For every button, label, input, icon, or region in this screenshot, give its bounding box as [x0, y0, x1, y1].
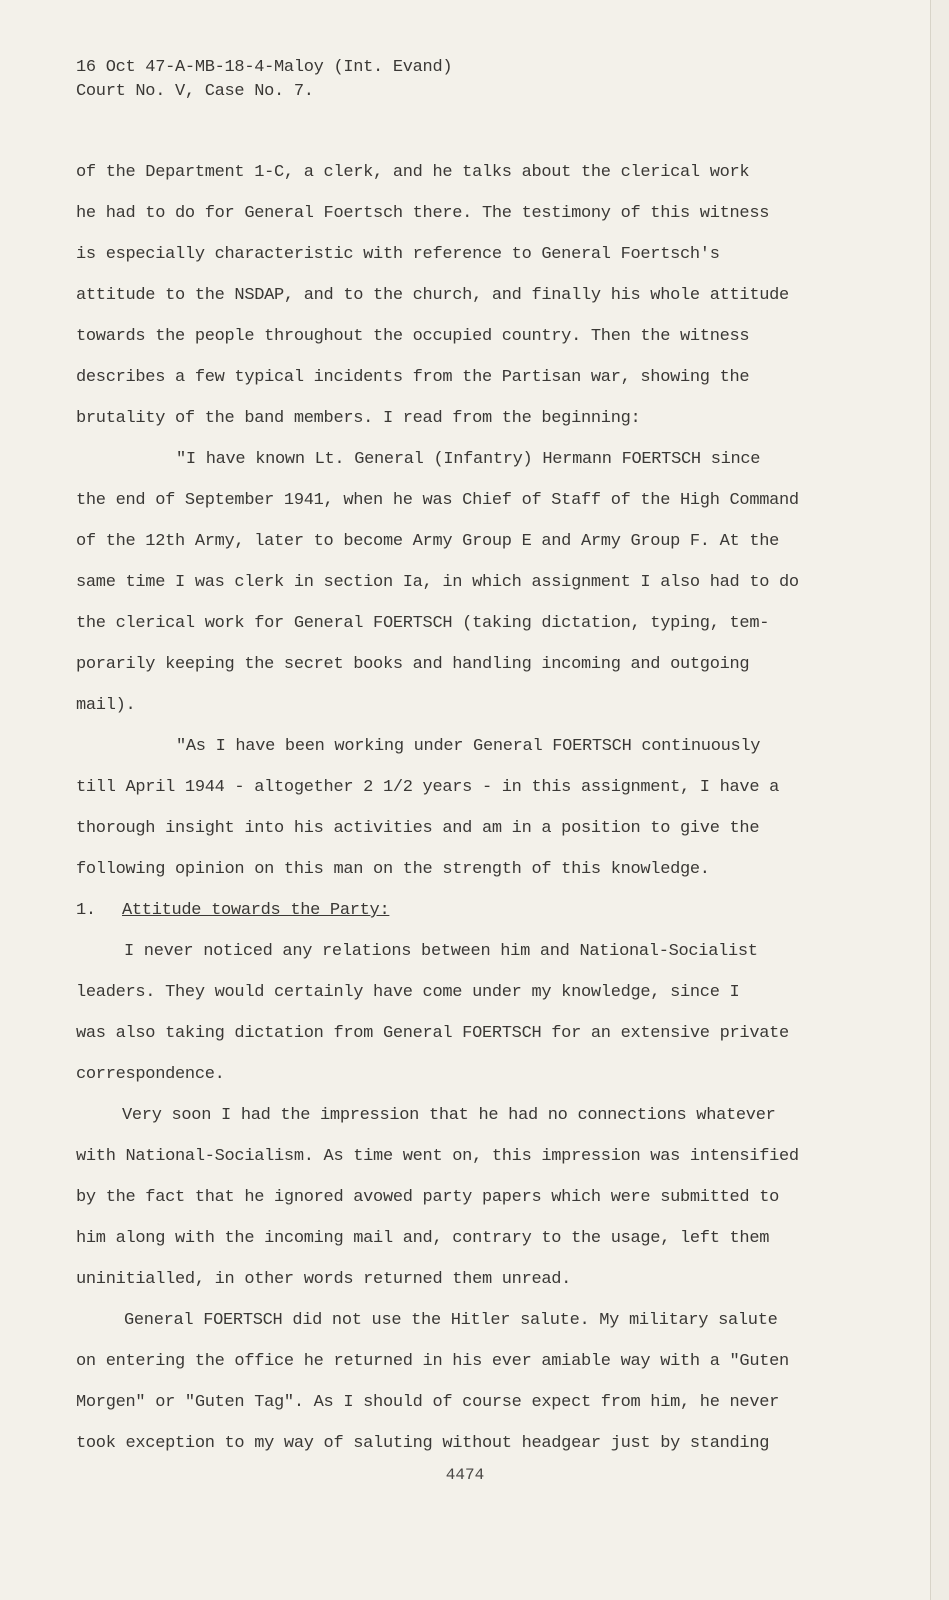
- text-line: till April 1944 - altogether 2 1/2 years - in this assignment, I have a: [76, 778, 780, 797]
- text-line: on entering the office he returned in his ever amiable way with a "Guten: [76, 1352, 789, 1371]
- text-line: was also taking dictation from General FOERTSCH for an extensive private: [76, 1024, 789, 1043]
- text-line: General FOERTSCH did not use the Hitler salute. My military salute: [124, 1311, 778, 1330]
- text-line: I never noticed any relations between him and National-Socialist: [124, 942, 758, 961]
- text-line: mail).: [76, 696, 136, 715]
- text-line: towards the people throughout the occupied country. Then the witness: [76, 327, 750, 346]
- text-line: same time I was clerk in section Ia, in which assignment I also had to do: [76, 573, 799, 592]
- text-line: Morgen" or "Guten Tag". As I should of course expect from him, he never: [76, 1393, 780, 1412]
- text-line: of the 12th Army, later to become Army Group E and Army Group F. At the: [76, 532, 780, 551]
- text-line: porarily keeping the secret books and handling incoming and outgoing: [76, 655, 750, 674]
- text-line: with National-Socialism. As time went on, this impression was intensified: [76, 1147, 799, 1166]
- page-number: 4474: [445, 1466, 485, 1484]
- text-line: correspondence.: [76, 1065, 225, 1084]
- text-line: is especially characteristic with reference to General Foertsch's: [76, 245, 720, 264]
- text-line: him along with the incoming mail and, contrary to the usage, left them: [76, 1229, 770, 1248]
- header-court: Court No. V, Case No. 7.: [76, 82, 314, 101]
- text-line: attitude to the NSDAP, and to the church, and finally his whole attitude: [76, 286, 789, 305]
- text-line: Very soon I had the impression that he had no connections whatever: [122, 1106, 776, 1125]
- text-line: "As I have been working under General FOERTSCH continuously: [176, 737, 761, 756]
- text-line: the clerical work for General FOERTSCH (taking dictation, typing, tem-: [76, 614, 770, 633]
- header-reference: 16 Oct 47-A-MB-18-4-Maloy (Int. Evand): [76, 58, 453, 77]
- section-number: 1.: [76, 901, 96, 920]
- text-line: "I have known Lt. General (Infantry) Hermann FOERTSCH since: [176, 450, 761, 469]
- text-line: following opinion on this man on the strength of this knowledge.: [76, 860, 710, 879]
- document-body: [76, 152, 836, 1464]
- text-line: uninitialled, in other words returned them unread.: [76, 1270, 572, 1289]
- typed-page: [76, 56, 836, 1464]
- text-line: leaders. They would certainly have come under my knowledge, since I: [76, 983, 740, 1002]
- text-line: he had to do for General Foertsch there. The testimony of this witness: [76, 204, 770, 223]
- section-heading: [76, 890, 836, 931]
- section-title: Attitude towards the Party:: [122, 901, 390, 920]
- text-line: of the Department 1-C, a clerk, and he talks about the clerical work: [76, 163, 750, 182]
- text-line: describes a few typical incidents from the Partisan war, showing the: [76, 368, 750, 387]
- text-line: by the fact that he ignored avowed party papers which were submitted to: [76, 1188, 780, 1207]
- text-line: brutality of the band members. I read from the beginning:: [76, 409, 641, 428]
- text-line: thorough insight into his activities and am in a position to give the: [76, 819, 760, 838]
- text-line: took exception to my way of saluting without headgear just by standing: [76, 1434, 770, 1453]
- text-line: the end of September 1941, when he was Chief of Staff of the High Command: [76, 491, 799, 510]
